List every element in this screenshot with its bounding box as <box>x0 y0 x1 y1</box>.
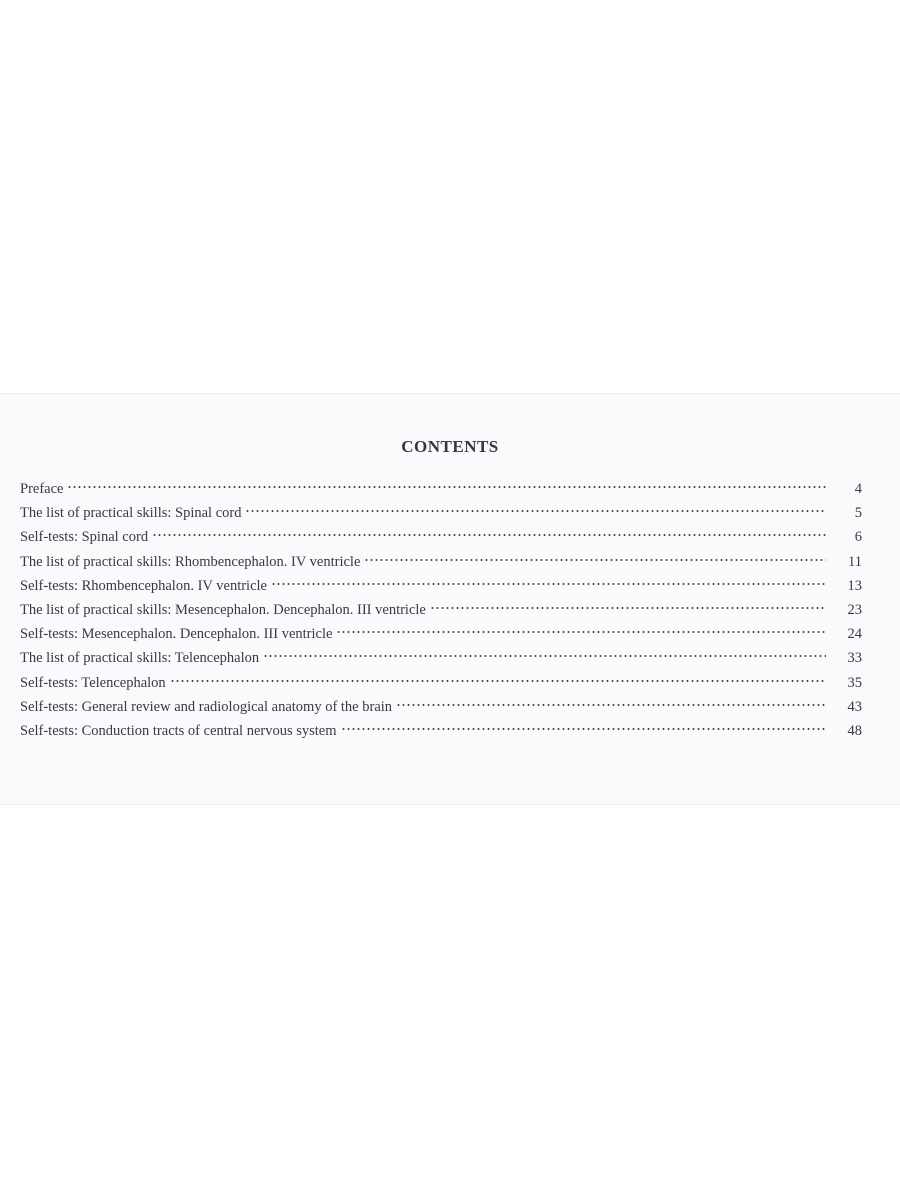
toc-entry <box>20 481 862 505</box>
dot-leader <box>430 606 826 610</box>
dot-leader <box>396 703 826 707</box>
toc-entry-page: 13 <box>847 577 862 594</box>
dot-leader <box>67 485 826 489</box>
dot-leader <box>263 654 826 658</box>
toc-entry-page: 33 <box>847 650 862 667</box>
toc-entry <box>20 554 862 578</box>
toc-entry-title: Self-tests: Conduction tracts of central nervous system <box>20 723 341 740</box>
toc-entry <box>20 626 862 650</box>
toc-entry-page: 5 <box>854 505 862 522</box>
toc-entry <box>20 578 862 602</box>
toc-entry-page: 23 <box>847 601 862 618</box>
toc-entry-page: 24 <box>847 626 862 643</box>
toc-entry <box>20 505 862 529</box>
toc-entry-page: 35 <box>847 674 862 691</box>
toc-entry-title: Self-tests: General review and radiological anatomy of the brain <box>20 699 396 716</box>
toc-entry <box>20 675 862 699</box>
contents-heading: CONTENTS <box>401 437 499 456</box>
toc-entry-title: Self-tests: Telencephalon <box>20 675 170 692</box>
toc-entry-title: Self-tests: Spinal cord <box>20 529 152 546</box>
toc-entry-title: Preface <box>20 481 67 498</box>
toc-entry-page: 4 <box>854 481 862 497</box>
toc-entry-title: The list of practical skills: Mesencephalon. Dencephalon. III ventricle <box>20 602 430 619</box>
toc-entry-title: Self-tests: Mesencephalon. Dencephalon. III ventricle <box>20 626 336 643</box>
dot-leader <box>336 630 826 634</box>
dot-leader <box>271 582 826 586</box>
toc-entry <box>20 602 862 626</box>
table-of-contents <box>20 481 862 747</box>
dot-leader <box>245 509 826 513</box>
toc-entry <box>20 650 862 674</box>
toc-entry-title: The list of practical skills: Telencephalon <box>20 650 263 667</box>
toc-entry-page: 43 <box>847 698 862 715</box>
toc-entry-title: Self-tests: Rhombencephalon. IV ventricle <box>20 578 271 595</box>
toc-entry <box>20 699 862 723</box>
dot-leader <box>170 679 826 683</box>
dot-leader <box>152 533 826 537</box>
toc-entry-page: 6 <box>854 529 862 546</box>
toc-entry <box>20 723 862 747</box>
toc-entry-title: The list of practical skills: Spinal cord <box>20 505 245 522</box>
dot-leader <box>364 558 826 562</box>
toc-entry <box>20 529 862 553</box>
toc-entry-page: 48 <box>847 722 862 739</box>
toc-entry-page: 11 <box>848 553 862 570</box>
dot-leader <box>341 727 826 731</box>
toc-entry-title: The list of practical skills: Rhombencephalon. IV ventricle <box>20 554 364 571</box>
